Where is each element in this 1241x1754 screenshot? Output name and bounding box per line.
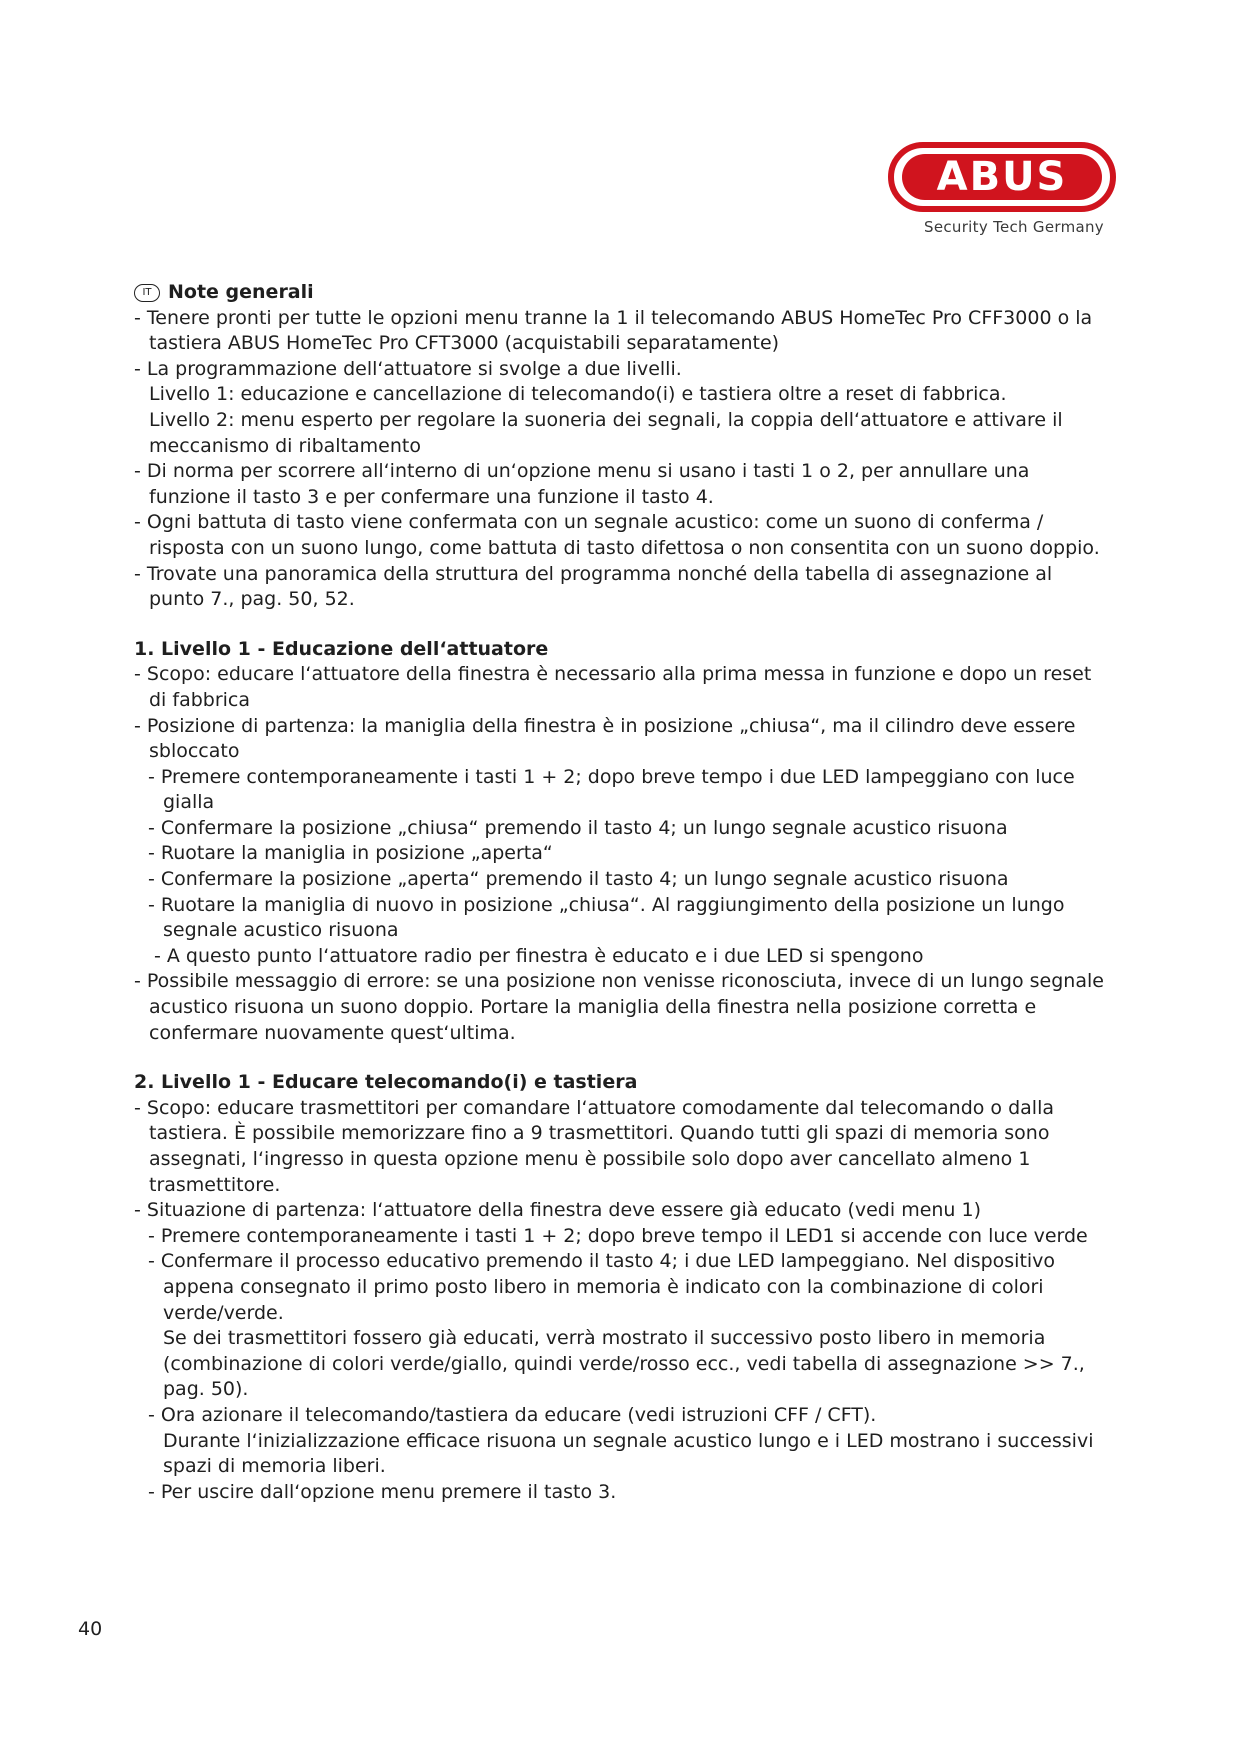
- level2-step: Durante l‘inizializzazione efficace risuona un segnale acustico lungo e i LED mostrano i successivi spazi di memoria liberi.: [163, 1429, 1094, 1478]
- section-level1-title: 1. Livello 1 - Educazione dell‘attuatore: [134, 637, 549, 660]
- level1-step: - Confermare la posizione „chiusa“ premendo il tasto 4; un lungo segnale acustico risuona: [148, 816, 1008, 839]
- general-line: - La programmazione dell‘attuatore si svolge a due livelli.: [134, 357, 682, 380]
- general-line: Livello 1: educazione e cancellazione di telecomando(i) e tastiera oltre a reset di fabbrica.: [149, 383, 1007, 406]
- logo-badge: [888, 142, 1116, 212]
- level2-step: - Per uscire dall‘opzione menu premere il tasto 3.: [148, 1480, 617, 1503]
- level1-line: - Posizione di partenza: la maniglia della finestra è in posizione „chiusa“, ma il cilindro deve essere sbloccato: [134, 714, 1076, 763]
- section-general-title: [134, 280, 1109, 306]
- general-line: - Di norma per scorrere all‘interno di un‘opzione menu si usano i tasti 1 o 2, per annullare una funzione il tasto 3 e per confermare una funzione il tasto 4.: [134, 460, 1030, 508]
- general-line: - Trovate una panoramica della struttura del programma nonché della tabella di assegnazione al punto 7., pag. 50, 52.: [134, 562, 1053, 611]
- logo-brand: ABUS: [902, 154, 1102, 200]
- page-number: 40: [78, 1618, 103, 1640]
- language-badge-icon: IT: [134, 284, 160, 302]
- level2-step: - Ora azionare il telecomando/tastiera da educare (vedi istruzioni CFF / CFT).: [148, 1403, 877, 1426]
- level1-step: - Premere contemporaneamente i tasti 1 + 2; dopo breve tempo i due LED lampeggiano con luce gialla: [148, 765, 1075, 814]
- level2-step: - Premere contemporaneamente i tasti 1 + 2; dopo breve tempo il LED1 si accende con luce verde: [148, 1224, 1088, 1247]
- level2-line: - Scopo: educare trasmettitori per comandare l‘attuatore comodamente dal telecomando o dalla tastiera. È possibile memorizzare fino a 9 trasmettitori. Quando tutti gli spazi di memoria sono assegnati, l‘ingresso in questa opzione menu è possibile solo dopo aver cancellato almeno 1 trasmettitore.: [134, 1096, 1054, 1196]
- abus-logo: [888, 138, 1120, 246]
- level1-line: - Scopo: educare l‘attuatore della finestra è necessario alla prima messa in funzione e dopo un reset di fabbrica: [134, 663, 1092, 711]
- general-line: - Ogni battuta di tasto viene confermata con un segnale acustico: come un suono di conferma / risposta con un suono lungo, come battuta di tasto difettosa o non consentita con un suono doppio.: [134, 511, 1100, 559]
- level2-step: - Confermare il processo educativo premendo il tasto 4; i due LED lampeggiano. Nel dispositivo appena consegnato il primo posto libero in memoria è indicato con la combinazione di colori verde/verde.: [148, 1250, 1056, 1324]
- general-line: - Tenere pronti per tutte le opzioni menu tranne la 1 il telecomando ABUS HomeTec Pro CFF3000 o la tastiera ABUS HomeTec Pro CFT3000 (acquistabili separatamente): [134, 306, 1093, 355]
- level2-step: Se dei trasmettitori fossero già educati, verrà mostrato il successivo posto libero in memoria (combinazione di colori verde/giallo, quindi verde/rosso ecc., vedi tabella di assegnazione >> 7., pag. 50).: [163, 1327, 1085, 1401]
- level1-step: - A questo punto l‘attuatore radio per finestra è educato e i due LED si spengono: [154, 944, 924, 967]
- level1-step: - Ruotare la maniglia di nuovo in posizione „chiusa“. Al raggiungimento della posizione un lungo segnale acustico risuona: [148, 893, 1065, 942]
- level1-step: - Confermare la posizione „aperta“ premendo il tasto 4; un lungo segnale acustico risuona: [148, 868, 1009, 891]
- level2-line: - Situazione di partenza: l‘attuatore della finestra deve essere già educato (vedi menu 1): [134, 1199, 982, 1222]
- document-body: [134, 280, 1109, 1505]
- general-line: Livello 2: menu esperto per regolare la suoneria dei segnali, la coppia dell‘attuatore e attivare il meccanismo di ribaltamento: [149, 408, 1063, 457]
- level1-line: - Possibile messaggio di errore: se una posizione non venisse riconosciuta, invece di un lungo segnale acustico risuona un suono doppio. Portare la maniglia della finestra nella posizione corretta e confermare nuovamente quest‘ultima.: [134, 970, 1104, 1044]
- section-level2-title: 2. Livello 1 - Educare telecomando(i) e tastiera: [134, 1071, 638, 1094]
- level1-step: - Ruotare la maniglia in posizione „aperta“: [148, 842, 553, 865]
- logo-tagline: Security Tech Germany: [924, 218, 1104, 236]
- section-general-title-text: Note generali: [168, 281, 314, 303]
